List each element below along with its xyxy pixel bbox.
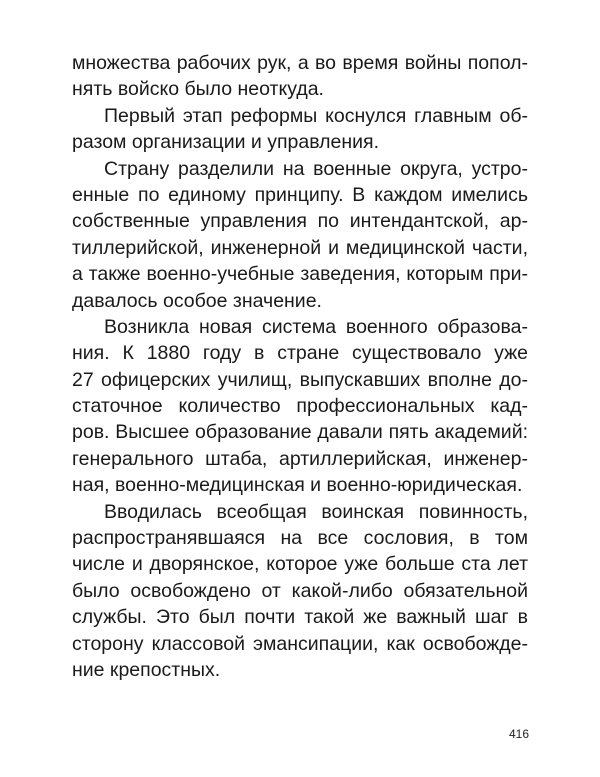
text-line: ров. Высшее образование давали пять академий: — [72, 421, 528, 444]
text-line: ние крепостных. — [72, 658, 221, 681]
text-line: сторону классовой эмансипации, как освобожде- — [72, 632, 528, 655]
text-line: 27 офицерских училищ, выпускавших вполне до- — [72, 368, 528, 391]
text-line: Страну разделили на военные округа, устро- — [104, 157, 528, 180]
text-line: давалось особое значение. — [72, 289, 322, 312]
text-line: Возникла новая система военного образова- — [104, 315, 528, 338]
text-line: собственные управления по интендантской, ар- — [72, 210, 528, 233]
text-line: Вводилась всеобщая воинская повинность, — [104, 500, 528, 523]
text-line: енные по единому принципу. В каждом имелись — [72, 183, 528, 206]
text-line: ния. К 1880 году в стране существовало уже — [72, 342, 528, 365]
text-line: разом организации и управления. — [72, 131, 379, 154]
text-line: нять войско было неоткуда. — [72, 78, 324, 101]
text-line: распространявшаяся на все сословия, в том — [72, 527, 528, 550]
text-line: ная, военно-медицинская и военно-юридическая. — [72, 474, 523, 497]
text-line: службы. Это был почти такой же важный шаг в — [72, 606, 528, 629]
text-line: Первый этап реформы коснулся главным об- — [104, 104, 528, 127]
page-body — [72, 50, 528, 683]
text-line: а также военно-учебные заведения, которым при- — [72, 263, 528, 286]
text-line: статочное количество профессиональных кад- — [72, 395, 528, 418]
text-line: тиллерийской, инженерной и медицинской части, — [72, 236, 528, 259]
page-number: 416 — [509, 727, 530, 741]
text-line: генерального штаба, артиллерийская, инженер- — [72, 447, 528, 470]
text-line: числе и дворянское, которое уже больше ста лет — [72, 553, 528, 576]
text-line: множества рабочих рук, а во время войны попол- — [72, 52, 528, 74]
text-line: было освобождено от какой-либо обязательной — [72, 579, 528, 602]
